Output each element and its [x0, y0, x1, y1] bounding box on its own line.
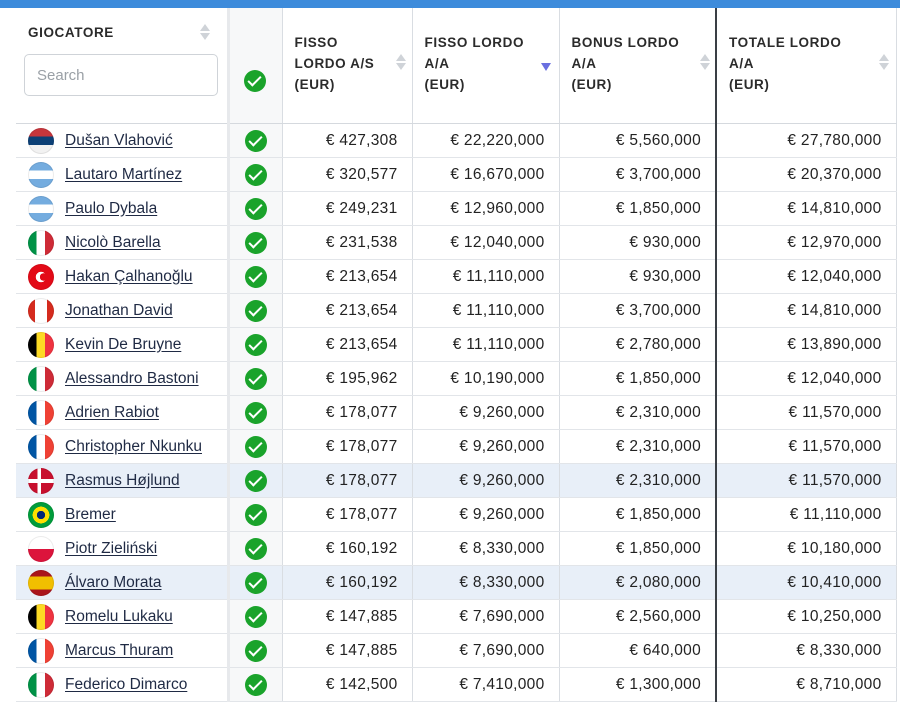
totale-cell: € 27,780,000 [716, 124, 896, 158]
table-row[interactable] [16, 158, 896, 192]
fisso-as-cell: € 195,962 [282, 362, 412, 396]
player-link[interactable]: Jonathan David [65, 301, 173, 319]
salary-table [16, 8, 897, 702]
bonus-cell: € 640,000 [559, 634, 716, 668]
table-row[interactable] [16, 634, 896, 668]
column-header-fisso-aa-label: FISSO LORDO A/A (EUR) [424, 35, 525, 92]
player-cell [16, 226, 228, 260]
check-circle-icon [245, 402, 267, 424]
top-accent-bar [0, 0, 900, 8]
column-header-fisso-aa[interactable] [412, 8, 559, 124]
status-cell [228, 498, 282, 532]
totale-cell: € 13,890,000 [716, 328, 896, 362]
status-cell [228, 124, 282, 158]
player-cell [16, 668, 228, 702]
flag-argentina-icon [28, 196, 54, 222]
bonus-cell: € 2,310,000 [559, 464, 716, 498]
table-header-row [16, 8, 896, 124]
fisso-aa-cell: € 16,670,000 [412, 158, 559, 192]
bonus-cell: € 2,080,000 [559, 566, 716, 600]
totale-cell: € 14,810,000 [716, 192, 896, 226]
flag-belgium-icon [28, 332, 54, 358]
bonus-cell: € 1,850,000 [559, 532, 716, 566]
player-link[interactable]: Bremer [65, 505, 116, 523]
player-link[interactable]: Kevin De Bruyne [65, 335, 182, 353]
player-cell [16, 362, 228, 396]
bonus-cell: € 1,850,000 [559, 498, 716, 532]
bonus-cell: € 2,780,000 [559, 328, 716, 362]
search-input[interactable] [24, 54, 218, 96]
check-circle-icon [245, 266, 267, 288]
table-row[interactable] [16, 600, 896, 634]
flag-italy-icon [28, 366, 54, 392]
fisso-as-cell: € 160,192 [282, 532, 412, 566]
fisso-as-cell: € 427,308 [282, 124, 412, 158]
player-cell [16, 532, 228, 566]
column-header-totale[interactable] [716, 8, 896, 124]
totale-cell: € 11,570,000 [716, 396, 896, 430]
flag-spain-icon [28, 570, 54, 596]
table-row[interactable] [16, 294, 896, 328]
fisso-aa-cell: € 11,110,000 [412, 328, 559, 362]
flag-canada-icon [28, 298, 54, 324]
player-link[interactable]: Alessandro Bastoni [65, 369, 199, 387]
fisso-aa-cell: € 9,260,000 [412, 464, 559, 498]
fisso-aa-cell: € 7,690,000 [412, 600, 559, 634]
fisso-as-cell: € 142,500 [282, 668, 412, 702]
player-cell [16, 294, 228, 328]
column-header-totale-label: TOTALE LORDO A/A (EUR) [729, 35, 842, 92]
fisso-aa-cell: € 7,690,000 [412, 634, 559, 668]
check-circle-icon [245, 470, 267, 492]
totale-cell: € 11,570,000 [716, 464, 896, 498]
player-link[interactable]: Dušan Vlahović [65, 131, 173, 149]
bonus-cell: € 1,850,000 [559, 362, 716, 396]
player-cell [16, 328, 228, 362]
column-header-bonus[interactable] [559, 8, 716, 124]
player-cell [16, 396, 228, 430]
player-cell [16, 566, 228, 600]
table-row[interactable] [16, 498, 896, 532]
fisso-aa-cell: € 22,220,000 [412, 124, 559, 158]
sort-descending-icon[interactable] [541, 63, 551, 71]
status-cell [228, 430, 282, 464]
status-cell [228, 192, 282, 226]
check-circle-icon [245, 368, 267, 390]
bonus-cell: € 2,310,000 [559, 396, 716, 430]
fisso-aa-cell: € 11,110,000 [412, 294, 559, 328]
totale-cell: € 10,250,000 [716, 600, 896, 634]
check-circle-icon [244, 70, 266, 92]
fisso-as-cell: € 213,654 [282, 294, 412, 328]
table-row[interactable] [16, 668, 896, 702]
player-link[interactable]: Adrien Rabiot [65, 403, 159, 421]
table-row[interactable] [16, 430, 896, 464]
player-link[interactable]: Rasmus Højlund [65, 471, 180, 489]
fisso-as-cell: € 147,885 [282, 600, 412, 634]
check-circle-icon [245, 300, 267, 322]
player-link[interactable]: Hakan Çalhanoğlu [65, 267, 193, 285]
flag-italy-icon [28, 230, 54, 256]
sort-icon[interactable] [699, 52, 710, 72]
sort-icon[interactable] [199, 22, 210, 42]
player-cell [16, 498, 228, 532]
table-row[interactable] [16, 464, 896, 498]
check-circle-icon [245, 606, 267, 628]
check-circle-icon [245, 538, 267, 560]
column-header-bonus-label: BONUS LORDO A/A (EUR) [571, 35, 680, 92]
player-link[interactable]: Lautaro Martínez [65, 165, 183, 183]
check-circle-icon [245, 164, 267, 186]
fisso-aa-cell: € 12,960,000 [412, 192, 559, 226]
bonus-cell: € 2,310,000 [559, 430, 716, 464]
player-link[interactable]: Nicolò Barella [65, 233, 161, 251]
totale-cell: € 10,410,000 [716, 566, 896, 600]
fisso-as-cell: € 249,231 [282, 192, 412, 226]
table-row[interactable] [16, 362, 896, 396]
totale-cell: € 11,570,000 [716, 430, 896, 464]
fisso-aa-cell: € 9,260,000 [412, 396, 559, 430]
player-cell [16, 634, 228, 668]
player-link[interactable]: Romelu Lukaku [65, 607, 173, 625]
flag-italy-icon [28, 672, 54, 698]
status-cell [228, 158, 282, 192]
table-row[interactable] [16, 226, 896, 260]
player-cell [16, 430, 228, 464]
check-circle-icon [245, 198, 267, 220]
fisso-aa-cell: € 10,190,000 [412, 362, 559, 396]
salary-table-container [16, 8, 896, 702]
flag-serbia-icon [28, 128, 54, 154]
player-link[interactable]: Paulo Dybala [65, 199, 158, 217]
table-row[interactable] [16, 532, 896, 566]
status-cell [228, 566, 282, 600]
flag-france-icon [28, 434, 54, 460]
status-cell [228, 464, 282, 498]
totale-cell: € 12,970,000 [716, 226, 896, 260]
check-circle-icon [245, 572, 267, 594]
fisso-aa-cell: € 9,260,000 [412, 498, 559, 532]
column-header-fisso-as-label: FISSO LORDO A/S (EUR) [294, 35, 375, 92]
player-cell [16, 192, 228, 226]
totale-cell: € 12,040,000 [716, 362, 896, 396]
check-circle-icon [245, 130, 267, 152]
status-cell [228, 226, 282, 260]
fisso-aa-cell: € 11,110,000 [412, 260, 559, 294]
table-row[interactable] [16, 260, 896, 294]
flag-brazil-icon [28, 502, 54, 528]
status-cell [228, 532, 282, 566]
player-cell [16, 124, 228, 158]
check-circle-icon [245, 232, 267, 254]
bonus-cell: € 3,700,000 [559, 158, 716, 192]
fisso-aa-cell: € 8,330,000 [412, 566, 559, 600]
status-cell [228, 668, 282, 702]
totale-cell: € 20,370,000 [716, 158, 896, 192]
fisso-aa-cell: € 7,410,000 [412, 668, 559, 702]
totale-cell: € 10,180,000 [716, 532, 896, 566]
fisso-as-cell: € 147,885 [282, 634, 412, 668]
player-cell [16, 600, 228, 634]
flag-denmark-icon [28, 468, 54, 494]
status-cell [228, 396, 282, 430]
status-cell [228, 294, 282, 328]
player-cell [16, 158, 228, 192]
totale-cell: € 11,110,000 [716, 498, 896, 532]
fisso-as-cell: € 320,577 [282, 158, 412, 192]
table-row[interactable] [16, 566, 896, 600]
flag-argentina-icon [28, 162, 54, 188]
column-header-player[interactable] [16, 8, 228, 124]
column-header-fisso-as[interactable] [282, 8, 412, 124]
status-cell [228, 600, 282, 634]
fisso-as-cell: € 160,192 [282, 566, 412, 600]
sort-icon[interactable] [395, 52, 406, 72]
bonus-cell: € 5,560,000 [559, 124, 716, 158]
check-circle-icon [245, 436, 267, 458]
bonus-cell: € 2,560,000 [559, 600, 716, 634]
status-cell [228, 260, 282, 294]
status-cell [228, 328, 282, 362]
player-cell [16, 260, 228, 294]
fisso-as-cell: € 213,654 [282, 260, 412, 294]
fisso-aa-cell: € 9,260,000 [412, 430, 559, 464]
bonus-cell: € 1,850,000 [559, 192, 716, 226]
column-header-status [228, 8, 282, 124]
flag-belgium-icon [28, 604, 54, 630]
table-body [16, 124, 896, 702]
flag-poland-icon [28, 536, 54, 562]
totale-cell: € 8,330,000 [716, 634, 896, 668]
totale-cell: € 8,710,000 [716, 668, 896, 702]
check-circle-icon [245, 504, 267, 526]
table-row[interactable] [16, 192, 896, 226]
player-link[interactable]: Marcus Thuram [65, 641, 174, 659]
check-circle-icon [245, 640, 267, 662]
fisso-aa-cell: € 8,330,000 [412, 532, 559, 566]
player-link[interactable]: Álvaro Morata [65, 573, 162, 591]
check-circle-icon [245, 334, 267, 356]
fisso-as-cell: € 213,654 [282, 328, 412, 362]
player-link[interactable]: Christopher Nkunku [65, 437, 202, 455]
table-row[interactable] [16, 396, 896, 430]
player-cell [16, 464, 228, 498]
sort-icon[interactable] [878, 52, 889, 72]
fisso-as-cell: € 231,538 [282, 226, 412, 260]
player-link[interactable]: Piotr Zieliński [65, 539, 158, 557]
fisso-as-cell: € 178,077 [282, 430, 412, 464]
fisso-aa-cell: € 12,040,000 [412, 226, 559, 260]
bonus-cell: € 930,000 [559, 260, 716, 294]
fisso-as-cell: € 178,077 [282, 396, 412, 430]
column-header-player-label: GIOCATORE [28, 25, 114, 40]
table-row[interactable] [16, 328, 896, 362]
status-cell [228, 634, 282, 668]
flag-turkey-icon [28, 264, 54, 290]
bonus-cell: € 1,300,000 [559, 668, 716, 702]
fisso-as-cell: € 178,077 [282, 464, 412, 498]
table-row[interactable] [16, 124, 896, 158]
bonus-cell: € 3,700,000 [559, 294, 716, 328]
totale-cell: € 12,040,000 [716, 260, 896, 294]
status-cell [228, 362, 282, 396]
totale-cell: € 14,810,000 [716, 294, 896, 328]
fisso-as-cell: € 178,077 [282, 498, 412, 532]
flag-france-icon [28, 638, 54, 664]
player-link[interactable]: Federico Dimarco [65, 675, 188, 693]
flag-france-icon [28, 400, 54, 426]
bonus-cell: € 930,000 [559, 226, 716, 260]
